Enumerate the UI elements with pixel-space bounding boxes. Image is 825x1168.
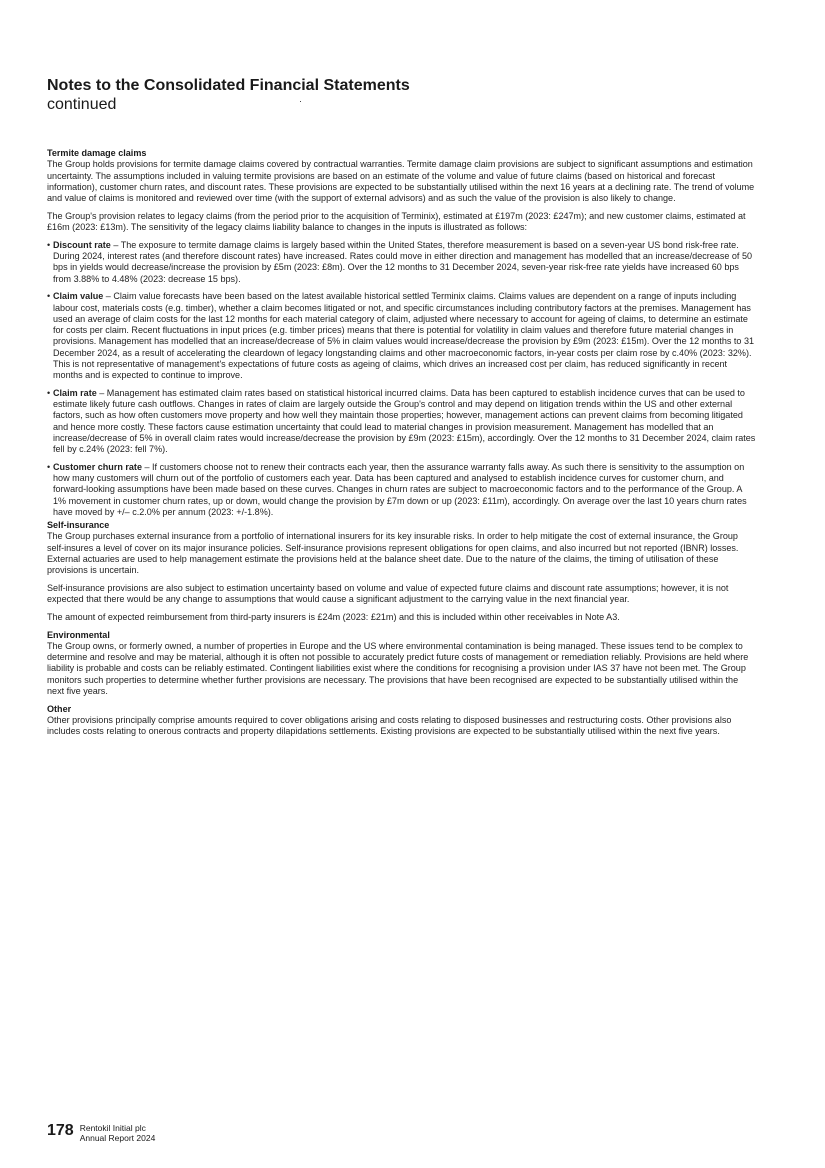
paragraph: The Group holds provisions for termite damage claims covered by contractual warranties. Termite damage claim provisions are subject to significant assumptions and estimation uncertainty. The assumptions included in valuing termite provisions are based on an estimate of the volume and value of future claims (based on historical and forecast information), customer churn rates, and discount rates. These provisions are expected to be substantially utilised within the next 16 years at a declining rate. The trend of volume and value of claims is monitored and reviewed over time (with the support of external advisors) and as such the value of the provision is also likely to change. bbox=[47, 159, 755, 203]
bullet-lead: Claim value bbox=[53, 291, 104, 302]
bullet-claim-value bbox=[47, 291, 757, 381]
page bbox=[47, 76, 757, 744]
paragraph: The Group's provision relates to legacy claims (from the period prior to the acquisition of Terminix), estimated at £197m (2023: £247m); and new customer claims, estimated at £16m (2023: £13m). The sensitivity of the legacy claims liability balance to changes in the inputs is illustrated as follows: bbox=[47, 210, 746, 232]
bullet-mark: • bbox=[47, 239, 51, 250]
page-footer bbox=[47, 1122, 155, 1143]
notes-content bbox=[47, 148, 757, 737]
section-heading: Environmental bbox=[47, 629, 110, 640]
paragraph: Other provisions principally comprise amounts required to cover obligations arising and costs relating to disposed businesses and restructuring costs. Other provisions also includes costs relating to onerous contracts and property dilapidations settlements. Existing provisions are expected to be substantially utilised within the next five years. bbox=[47, 714, 732, 736]
page-subtitle: continued bbox=[47, 96, 117, 113]
bullet-discount-rate bbox=[47, 240, 757, 285]
bullet-text: – If customers choose not to renew their contracts each year, then the assurance warranty falls away. As such there is sensitivity to the assumption on how many customers will churn out of the portfolio of customers each year. Data has been captured and analysed to establish incidence curves for customer churn, and forward-looking assumptions have been made based on these curves. Changes in churn rates are subject to macroeconomic factors and to the performance of the Group. A 1% movement in customer churn rates, up or down, would change the provision by £7m down or up (2023: £11m), accordingly. On average over the last 10 years churn rates have moved by +/– c.2.0% per annum (2023: +/-1.8%). bbox=[53, 461, 747, 517]
bullet-lead: Discount rate bbox=[53, 239, 111, 250]
section-environmental bbox=[47, 630, 757, 698]
footer-report: Annual Report 2024 bbox=[79, 1133, 156, 1143]
page-title: Notes to the Consolidated Financial Statements bbox=[47, 77, 410, 94]
paragraph: The amount of expected reimbursement from third-party insurers is £24m (2023: £21m) and this is included within other receivables in Note A3. bbox=[47, 611, 620, 622]
bullet-claim-rate bbox=[47, 388, 757, 456]
bullet-mark: • bbox=[47, 291, 51, 302]
footer-report-info bbox=[80, 1123, 156, 1143]
section-self-insurance bbox=[47, 520, 757, 623]
footer-company: Rentokil Initial plc bbox=[79, 1123, 146, 1133]
bullet-mark: • bbox=[47, 461, 51, 472]
bullet-lead: Customer churn rate bbox=[53, 461, 142, 472]
section-heading: Self-insurance bbox=[47, 520, 110, 530]
bullet-text: – Claim value forecasts have been based on the latest available historical settled Terminix claims. Claims values are dependent on a range of inputs including labour cost, materials costs (e.g. timber), whether a claim becomes litigated or not, and specific circumstances including contributory factors at the premises. Management has used an average of claim costs for the last 12 months for each material category of claim, adjusted where necessary to account for ageing of claims, to determine an estimate for costs per claim. Recent fluctuations in input prices (e.g. timber prices) means that there is potential for volatility in claim values and therefore future material changes in provisions. Management has modelled that an increase/decrease of 5% in claim values would increase/decrease the provision by £9m (2023: £15m). Over the 12 months to 31 December 2024, as a result of accelerating the cleardown of legacy longstanding claims and other macroeconomic factors, in-year costs per claim rose by c.40% (2023: 32%). This is not representative of management's expectations of future costs as ageing of claims, which drives an increased cost per claim, has reduced significantly in recent months and is expected to continue to improve. bbox=[53, 291, 755, 380]
paragraph: Self-insurance provisions are also subject to estimation uncertainty based on volume and value of expected future claims and discount rate assumptions; however, it is not expected that there would be any change to assumptions that would cause a significant adjustment to the carrying value in the next financial year. bbox=[47, 582, 729, 604]
bullet-text: – The exposure to termite damage claims is largely based within the United States, therefore measurement is based on a seven-year US bond risk-free rate. During 2024, interest rates (and therefore discount rates) have increased. Rates could move in either direction and management has modelled that an increase/decrease of 50 bps in yields would decrease/increase the provision by £5m (2023: £8m). Over the 12 months to 31 December 2024, seven-year risk-free rate yields have increased 60 bps from 3.88% to 4.48% (2023: decrease 15 bps). bbox=[53, 239, 753, 284]
page-number: 178 bbox=[47, 1122, 74, 1139]
paragraph: The Group purchases external insurance from a portfolio of international insurers for its key insurable risks. In order to help mitigate the cost of external insurance, the Group self-insures a level of cover on its major insurance policies. Self-insurance provisions represent obligations for open claims, and also incurred but not reported (IBNR) losses. External actuaries are used to help management estimate the provisions held at the balance sheet date. Due to the nature of the claims, the timing of utilisation of these provisions is uncertain. bbox=[47, 531, 739, 575]
bullet-lead: Claim rate bbox=[53, 387, 97, 398]
section-heading: Termite damage claims bbox=[47, 148, 147, 158]
section-termite-damage-claims bbox=[47, 148, 757, 518]
bullet-customer-churn-rate bbox=[47, 462, 757, 518]
section-heading: Other bbox=[47, 703, 72, 714]
bullet-mark: • bbox=[47, 387, 51, 398]
paragraph: The Group owns, or formerly owned, a number of properties in Europe and the US where environmental contamination is being managed. These issues tend to be complex to determine and resolve and may be material, although it is often not possible to accurately predict future costs of management or remediation reliably. Provisions are held where liability is probable and costs can be reliably estimated. Contingent liabilities exist where the conditions for recognising a provision under IAS 37 have not been met. The Group monitors such properties to determine whether further provisions are necessary. The provisions that have been recognised are expected to be substantially utilised within the next five years. bbox=[47, 640, 749, 696]
section-other bbox=[47, 704, 757, 738]
bullet-text: – Management has estimated claim rates based on statistical historical incurred claims. Data has been captured to establish incidence curves that can be used to estimate likely future cash outflows. Changes in rates of claim are largely outside the Group's control and may depend on litigation trends within the US and other external factors, such as how often customers move property and how well they maintain those properties; however, management actions can prevent claims from becoming litigated and hence more costly. These factors cause estimation uncertainty that could lead to material changes in provision measurement. Management has modelled that an increase/decrease of 5% in overall claim rates would increase/decrease the provision by £9m (2023: £15m), accordingly. Over the 12 months to 31 December 2024, claim rates fell by c.24% (2023: fell 7%). bbox=[53, 387, 756, 454]
